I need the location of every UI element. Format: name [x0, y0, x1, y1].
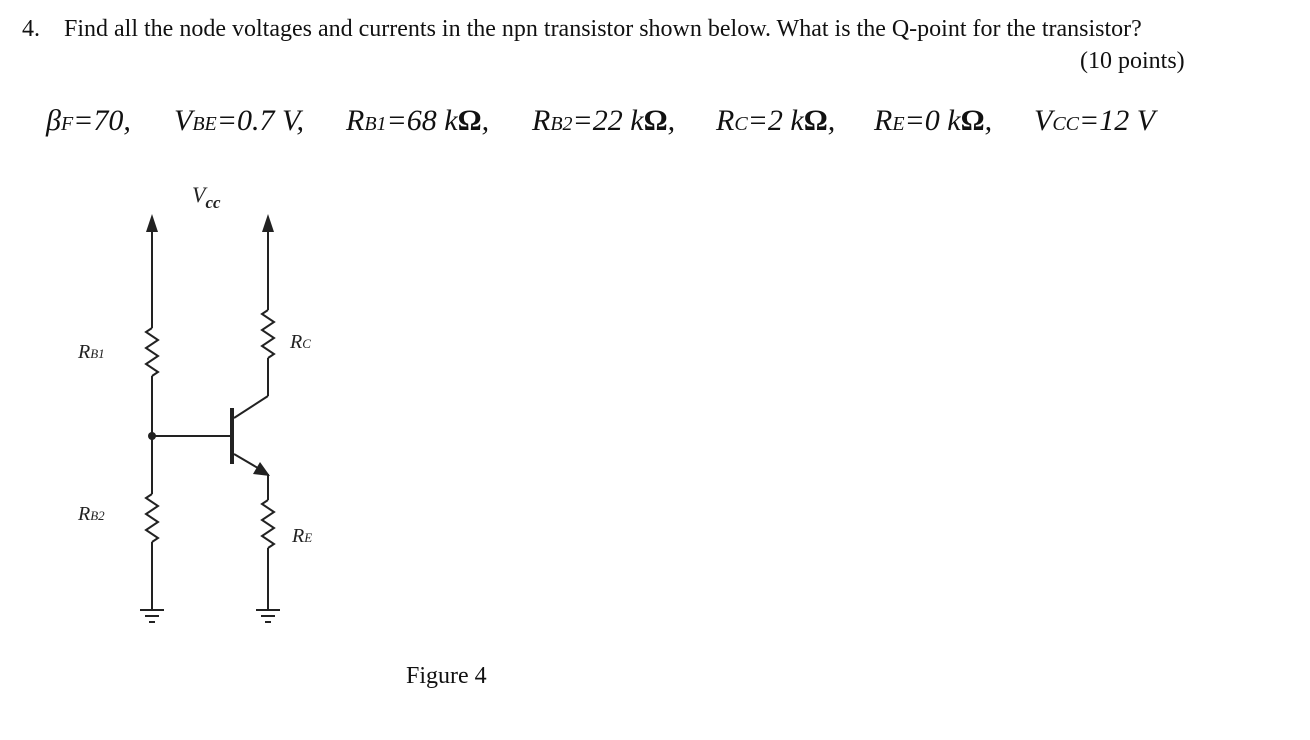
param-rb1: RB1=68 kΩ, — [346, 104, 490, 137]
rb2-label: RB2 — [78, 503, 105, 525]
vcc-arrow-right-icon — [262, 214, 274, 232]
param-vbe: VBE=0.7 V, — [174, 104, 304, 137]
param-beta-f: βF=70, — [46, 104, 131, 137]
collector-lead — [234, 396, 268, 418]
re-resistor — [262, 500, 274, 548]
figure-caption: Figure 4 — [406, 663, 487, 689]
emitter-arrow-icon — [253, 462, 270, 476]
question-number: 4. — [22, 16, 40, 42]
rb1-label: RB1 — [78, 341, 105, 363]
question-points: (10 points) — [1080, 48, 1185, 74]
param-vcc: VCC=12 V — [1034, 104, 1156, 137]
rc-resistor — [262, 310, 274, 358]
ground-right-icon — [256, 610, 280, 622]
ground-left-icon — [140, 610, 164, 622]
question-text: Find all the node voltages and currents in the npn transistor shown below. What is the Q-point for the transistor? — [64, 16, 1142, 42]
re-label: RE — [292, 525, 313, 547]
vcc-label: $V_{cc}$ — [192, 182, 221, 212]
param-rb2: RB2=22 kΩ, — [532, 104, 676, 137]
vcc-arrow-left-icon — [146, 214, 158, 232]
rb1-resistor — [146, 328, 158, 376]
param-rc: RC=2 kΩ, — [716, 104, 836, 137]
rb2-resistor — [146, 494, 158, 542]
junction-dot — [148, 432, 156, 440]
rc-label: RC — [290, 331, 311, 353]
param-re: RE=0 kΩ, — [874, 104, 993, 137]
